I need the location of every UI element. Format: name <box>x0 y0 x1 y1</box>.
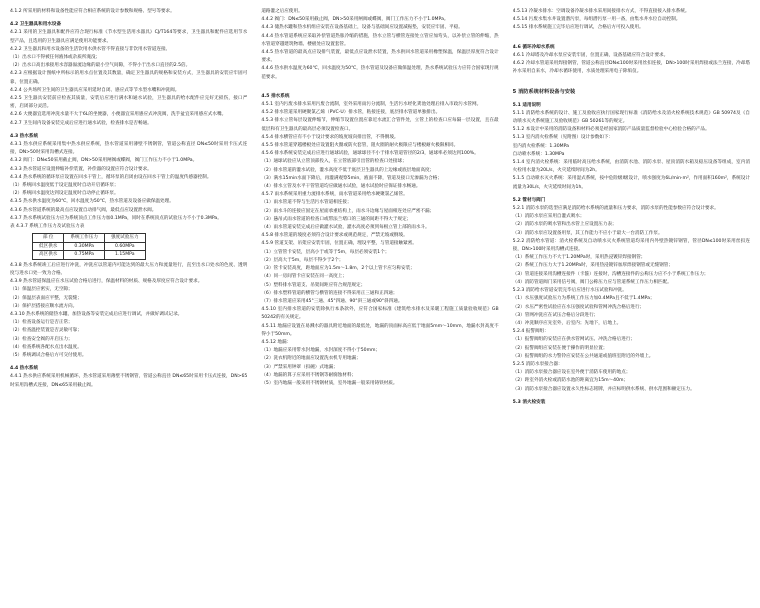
paragraph: 4.4.4 热水管道系统应采取补偿管道热胀冷缩的措施，热水立管与横管连接处立管应加弯头，以补偿立管的伸缩，热水管道穿越建筑物墙、楼板处应设置套管。 <box>261 33 499 47</box>
paragraph: （4）同一房间管卡应安装在同一高度上； <box>261 274 347 280</box>
column-left <box>10 8 247 602</box>
paragraph: 5.1.4 室内消火栓系统：采用临时高压给水系统，由消防水池、消防水泵、屋顶消防水箱及稳压设备等组成，室内消火栓用水量为20L/s，火灾延续时间为2h。 <box>512 160 750 174</box>
paragraph: （2）系统工作压力大于1.20MPa时，采用热浸镀锌加厚焊接钢管或无缝钢管； <box>512 263 673 269</box>
paragraph: （3）管卡安装高度，距地面应为1.5m～1.8m，2个以上管卡应匀称安装； <box>261 266 415 272</box>
section-heading: 4.6 循环冷却水系统 <box>512 44 555 50</box>
paragraph: （4）雨水管道安装完成后应做灌水试验，灌水高度必须到每根立管上部的雨水斗。 <box>261 225 430 231</box>
paragraph: 5.2.4 报警阀组： <box>512 329 549 335</box>
paragraph: （2）保温层表面应平整，无裂缝； <box>10 295 82 301</box>
section-heading: 5 消防系统材料设备与安装 <box>512 89 576 96</box>
paragraph: 4.5.4 排水横管应有不小于设计要求的坡度坡向排出管，不得倒坡。 <box>261 134 399 140</box>
paragraph: （2）层高大于5m，每层不得少于2个； <box>261 257 344 263</box>
paragraph: 4.5.3 排水立管每层设置伸缩节，伸缩节设置位置应靠近水流汇合管件处，立管上的检查口应每隔一层设置，且在最低层和有卫生器具的最高层必须设置检查口。 <box>261 118 499 132</box>
paragraph-gap <box>261 82 498 88</box>
paragraph: （1）消防水泵接合器应设在室外便于消防车使用的地点； <box>512 370 631 376</box>
paragraph: 4.3.5 热水供水温度为60℃，回水温度为50℃，热水管道及设备应做保温处理。 <box>10 199 174 205</box>
section-heading: 4.3 热水系统 <box>10 133 39 139</box>
paragraph: （2）消防水泵的吸水管和出水管上应设置压力表； <box>512 222 617 228</box>
paragraph: 4.1.2 所采用的材料和设备性能应符合相应系统的设计参数和规格、型号等要求。 <box>10 9 175 14</box>
paragraph: （1）立管管卡安装，层高小于或等于5m，每层必须安装1个； <box>261 249 390 255</box>
paragraph: 4.5.6 排水系统安装完成后应进行通球试验，通球球径不小于排水管道管径的2/3，通球率必须达到100%。 <box>261 151 479 157</box>
paragraph: 5.2.2 消防给水管道：消火栓系统及自动喷水灭火系统管道均采用内外壁热镀锌钢管，管径DN≤100时采用丝扣连接，DN>100时采用沟槽式连接。 <box>512 238 750 253</box>
paragraph: 5.1.2 本设计中采用的消防设备和材料必须是经国家消防产品质量监督检验中心检验合格的产品。 <box>512 127 710 133</box>
paragraph: 4.4.5 热水管道的最高点应设排气装置，最低点应设泄水装置，热水供回水管道采用橡塑保温，保温层厚度符合设计要求。 <box>261 50 499 64</box>
paragraph: 4.6.1 冷却塔及冷却水泵应安装牢固，位置正确，设备基础应符合设计要求。 <box>512 52 669 58</box>
paragraph: （3）检查安全阀的开启压力； <box>10 336 73 342</box>
table-row <box>33 251 146 260</box>
paragraph: （4）冲洗顺序应先室外，后室内；先地下，后地上。 <box>512 320 622 326</box>
paragraph: （4）消防管道阀门采用信号阀，阀门公称压力应与管道系统工作压力相匹配。 <box>512 279 672 285</box>
paragraph: 5.1.1 消防给水系统的设计、施工及验收应执行国家现行标准《消防给水及消火栓系统技术规范》GB 50974及《自动喷水灭火系统施工及验收规范》GB 50261等的规定。 <box>512 110 750 125</box>
paragraph: （1）出水口不得被任何液体或杂质所淹没； <box>10 55 101 61</box>
paragraph: 4.4.6 热水供水温度为60℃，回水温度为50℃，热水管道及设备应做保温处理，热水系统试验压力应符合国家现行规范要求。 <box>261 66 499 80</box>
paragraph: 4.2.2 卫生器具和用水设备的生活饮用水供水管不得直接与非饮用水管道连接。 <box>10 46 171 52</box>
paragraph: 5.2.3 消防给水管道安装完毕后应进行水压试验和冲洗。 <box>512 288 627 294</box>
table-cell: 0.75MPa <box>64 251 105 260</box>
paragraph: （3）悬吊式雨水管道的检查口或带法兰堵口的三通的间距不得大于规定； <box>261 216 412 222</box>
paragraph: 4.3.4 热水系统的循环泵应设置在回水干管上，循环泵的启闭由设在回水干管上的温度传感器控制。 <box>10 174 212 180</box>
paragraph: 4.2.6 大便器宜选用冲洗水量不大于6L的坐便器，小便器宜采用感应式冲洗阀，洗手盆宜采用感应式水嘴。 <box>10 112 227 118</box>
paragraph: 5.2.5 消防水泵接合器： <box>512 361 563 367</box>
section-heading: 5.1 适用说明 <box>512 102 541 108</box>
paragraph: （3）消防水泵接合器应设置永久性标志铭牌，并应标明供水系统、供水范围和额定压力。 <box>512 386 695 392</box>
paragraph: 4.3.2 阀门：DN≤50采用截止阀，DN>50采用闸阀或蝶阀，阀门工作压力不小于1.0MPa。 <box>10 158 198 164</box>
paragraph: （5）塑料排水管道支、吊架间距应符合规范规定； <box>261 282 366 288</box>
paragraph: 4.3.8 热水系统竣工后应进行冲洗，冲洗应以管道内可能达到的最大压力和流量进行，直至出水口处水的色度、透明度与进水口处一致为合格。 <box>10 262 248 276</box>
paragraph-gap <box>513 33 750 39</box>
paragraph: （1）通球试验应从立管顶部投入，在立管底部引出管的检查口处接球； <box>261 159 407 165</box>
paragraph: 4.3.7 热水系统试验压力应为系统顶点工作压力加0.1MPa，同时在系统顶点的试验压力不小于0.3MPa。 <box>10 215 222 221</box>
table-cell: 低区供水 <box>33 242 64 251</box>
paragraph: 4.5.1 室内污废水排水采用污废合流制，室外采用雨污分流制，生活污水经化粪池处理后排入市政污水管网。 <box>261 102 482 108</box>
paragraph: 表 4.3.7 系统工作压力及试验压力表 <box>10 224 85 230</box>
paragraph: 4.5.2 排水管道采用硬聚氯乙烯（PVC-U）排水管，粘接连接，底层排水管道单独排出。 <box>261 110 441 116</box>
paragraph: （3）管道连接采用沟槽连接件（卡箍）连接时，沟槽连接件的公称压力应不小于系统工作压力； <box>512 271 709 277</box>
paragraph: 4.5.8 排水管道的坡度必须符合设计要求或规范规定，严禁无坡或倒坡。 <box>261 233 408 239</box>
paragraph: （1）消防水泵应采用自灌式吸水； <box>512 214 585 220</box>
paragraph: 4.2.1 采用的卫生器具和配件应符合现行标准《节水型生活用水器具》CJ/T164等要求，卫生器具和配件应选用节水型产品，且选用的卫生器具应满足使用功能要求。 <box>10 30 248 44</box>
section-heading: 5.2 管材与阀门 <box>512 197 546 203</box>
table-header-cell: 强度试验压力 <box>104 234 145 243</box>
paragraph: （1）系统工作压力不大于1.20MPa时，采用热浸镀锌焊接钢管； <box>512 255 646 261</box>
paragraph: （3）保护层搭接应顺水流方向。 <box>10 303 78 309</box>
paragraph: （6）排水塑料管道的横管与横管的连接不得采用正三通和正四通； <box>261 290 398 296</box>
table-header-cell: 系统工作压力 <box>64 234 105 243</box>
column-right <box>513 8 750 602</box>
paragraph: 4.5.9 管道支架、吊架应安装牢固，位置正确，埋设平整，与管道接触紧密。 <box>261 241 417 247</box>
column-middle <box>261 8 498 602</box>
paragraph: 4.3.1 热水供应系统采用集中热水供应系统，热水管道采用薄壁不锈钢管，管道公称直径 DN≤50时采用卡压式连接，DN>50时采用沟槽式连接。 <box>10 142 248 156</box>
paragraph: （2）距室外消火栓或消防水池的距离宜为15m～40m； <box>512 378 629 384</box>
paragraph: 4.5.14 污废水集水井设置潜污泵，每组潜污泵一用一备，由集水井水位自动控制。 <box>512 17 681 23</box>
section-heading: 4.2 卫生器具和用水设备 <box>10 22 62 28</box>
paragraph: （2）检查温控装置是否灵敏可靠； <box>10 328 82 334</box>
paragraph: 5.1.3 室内消火栓系统（见附图）设计参数如下： <box>512 135 614 141</box>
table-header-row <box>33 234 146 243</box>
paragraph: 4.4.3 储热水罐和热水机组应安装在设备基础上，设备与基础间应设置减振垫，安装应牢固、平稳。 <box>261 25 463 31</box>
paragraph: 道路灌之后应使用。 <box>261 9 303 14</box>
paragraph: 4.6.2 冷却水管道采用焊接钢管，管道公称直径DN≤100时采用丝扣连接，DN>100时采用焊接或法兰连接，冷却塔补水采用自来水，冷却水循环使用，水质处理采用电子除垢仪。 <box>512 61 750 75</box>
paragraph: 4.4.2 阀门：DN≤50采用截止阀，DN>50采用闸阀或蝶阀，阀门工作压力不小于1.0MPa。 <box>261 17 449 23</box>
paragraph: （3）管网冲洗应在试压合格后分段进行； <box>512 312 599 318</box>
paragraph: 4.3.10 热水系统的储热水罐、加热设备等安装完成后应进行调试，并做好调试记录。 <box>10 312 183 317</box>
paragraph: （4）检查系统各配水点出水温度。 <box>10 344 82 350</box>
paragraph: 4.4.1 热水供应系统采用机械循环，热水管道采用薄壁不锈钢管，管道公称直径 DN≤65时采用卡压式连接，DN>65时采用沟槽式连接，DN≤65采用截止阀。 <box>10 374 248 388</box>
paragraph: 4.5.11 地漏应设置在易溅水的器具附近地面的最低处，地漏的顶面标高应低于地面5mm～10mm，地漏水封高度不得小于50mm。 <box>261 323 499 337</box>
paragraph: 自动喷水系统：1.30MPa <box>512 151 565 157</box>
paragraph: 室内消火栓系统：1.30MPa <box>512 143 569 149</box>
paragraph: （2）排水管道的灌水试验，灌水高度不低于底层卫生器具的上边缘或底层地面高度； <box>261 167 435 173</box>
paragraph: 4.3.9 热水管道保温应在水压试验合格后进行，保温材料的材质、规格及厚度应符合设计要求。 <box>10 279 203 285</box>
paragraph: 4.2.4 公共场所卫生间的卫生器具应采用延时自闭、感应式等节水型水嘴和冲洗阀。 <box>10 87 180 93</box>
paragraph: （1）系统回水温度低于设定温度时自动开启循环泵； <box>10 183 119 189</box>
paragraph: 4.2.5 卫生器具安装前应检查其质量，安装后应进行满水和通水试验，卫生器具的给水配件应完好无损伤，接口严密，启闭部分灵活。 <box>10 96 248 110</box>
paragraph: （7）排水管道应采用45°三通、45°四通、90°斜三通或90°斜四通。 <box>261 298 403 304</box>
paragraph: 4.2.7 卫生间内设备安装完成后应进行通水试验，检查排水是否畅通。 <box>10 120 152 126</box>
paragraph: （1）保温层应密实，无空隙； <box>10 287 73 293</box>
paragraph: （2）洗衣机附近的地面应设置洗衣机专用地漏； <box>261 356 361 362</box>
paragraph: （2）报警阀组应安装在便于操作的明显位置； <box>512 345 608 351</box>
paragraph: （3）报警阀组的水力警铃应安装在公共通道或值班室附近的外墙上。 <box>512 353 654 359</box>
paragraph: （2）水压严密性试验应在水压强度试验和管网冲洗合格后进行； <box>512 304 645 310</box>
paragraph: （5）系统调试合格后方可交付使用。 <box>10 353 87 359</box>
paragraph: 4.3.3 热水管道应设置伸缩补偿装置，补偿器的设置应符合设计要求。 <box>10 166 152 172</box>
paragraph: 4.5.10 室内排水管道的安装除执行本条款外，应符合国家标准《建筑给水排水及采暖工程施工质量验收规范》GB 50242的有关规定。 <box>261 307 499 321</box>
paragraph: 5.2.1 消防水泵的选型应满足消防给水系统的流量和压力要求，消防水泵的性能参数应符合设计要求。 <box>512 206 719 212</box>
paragraph: （3）满水15min水面下降后，再灌满观察5min，液面不降，管道及接口无渗漏为合格； <box>261 175 442 181</box>
paragraph: （1）报警阀组的安装应在供水管网试压、冲洗合格后进行； <box>512 337 636 343</box>
table-cell: 0.60MPa <box>104 242 145 251</box>
paragraph: （1）雨水管道不得与生活污水管道相连接； <box>261 200 352 206</box>
paragraph: 4.3.6 热水管道系统的最高点应设置自动排气阀，最低点应设置泄水阀。 <box>10 207 157 213</box>
paragraph: （3）消防水泵应设置备用泵，其工作能力不应小于最大一台消防工作泵。 <box>512 230 663 236</box>
paragraph: 4.2.3 应根据设计图纸中所标示的用水点位置及其数量，确定卫生器具的规格和安装方式，卫生器具的安装应牢固可靠，位置正确。 <box>10 71 248 85</box>
table-cell: 0.30MPa <box>64 242 105 251</box>
paragraph: 4.5.7 雨水系统采用重力流排水系统，雨水管道采用给水硬聚氯乙烯管。 <box>261 192 408 198</box>
paragraph: 5.1.5 自动喷水灭火系统：采用湿式系统，按中危险级Ⅰ级设计，喷水强度为6L/min·m²，作用面积160m²，系统设计流量为30L/s，火灾延续时间为1h。 <box>512 176 750 190</box>
table-header-cell: 部 位 <box>33 234 64 243</box>
table-cell: 高区供水 <box>33 251 64 260</box>
paragraph: （4）排水立管及水平干管管道均应做通水试验，通水试验时应保证排水畅通。 <box>261 184 421 190</box>
paragraph: 4.5.5 排水管道穿越楼板处应设置阻火圈或防火套管，阻火圈的耐火极限应与楼板耐火极限相同。 <box>261 143 459 149</box>
paragraph: （2）系统回水温度达到设定温度时自动停止循环泵。 <box>10 191 119 197</box>
section-heading: 4.5 排水系统 <box>261 93 290 99</box>
paragraph: （1）水压强度试验压力为系统工作压力加0.4MPa且不低于1.4MPa； <box>512 296 655 302</box>
paragraph-gap <box>513 76 750 82</box>
paragraph: （4）地漏的算子应采用不锈钢等耐腐蚀材料； <box>261 372 357 378</box>
paragraph: 4.5.13 冷凝水排水：空调设备冷凝水排水采用间接排水方式，不得直接接入排水系统。 <box>512 9 690 14</box>
section-heading: 5.3 消火栓安装 <box>512 399 546 405</box>
paragraph: 4.5.15 排水系统施工完毕后应进行调试，合格后方可投入使用。 <box>512 25 644 31</box>
paragraph: 4.5.12 地漏： <box>261 339 292 345</box>
paragraph: （1）地漏应采用带水封地漏，水封深度不得小于50mm； <box>261 348 381 354</box>
paragraph: （5）室内地漏一般采用不锈钢材质，室外地漏一般采用铸铁材质。 <box>261 380 398 386</box>
paragraph: （2）雨水斗的连接应固定在屋面承重结构上，雨水斗边缘与屋面相连处应严密不漏； <box>261 208 435 214</box>
paragraph: （3）严禁采用钟罩（扣碗）式地漏； <box>261 364 338 370</box>
paragraph: （2）出水口高出承接用水容器溢流边缘的最小空气间隙，不得小于出水口直径的2.5倍。 <box>10 63 191 69</box>
section-heading: 4.4 热水系统 <box>10 366 39 372</box>
table-cell: 1.15MPa <box>104 251 145 260</box>
table-row <box>33 242 146 251</box>
paragraph: （1）检查设备运行是否正常； <box>10 320 73 326</box>
pressure-table <box>32 233 146 260</box>
